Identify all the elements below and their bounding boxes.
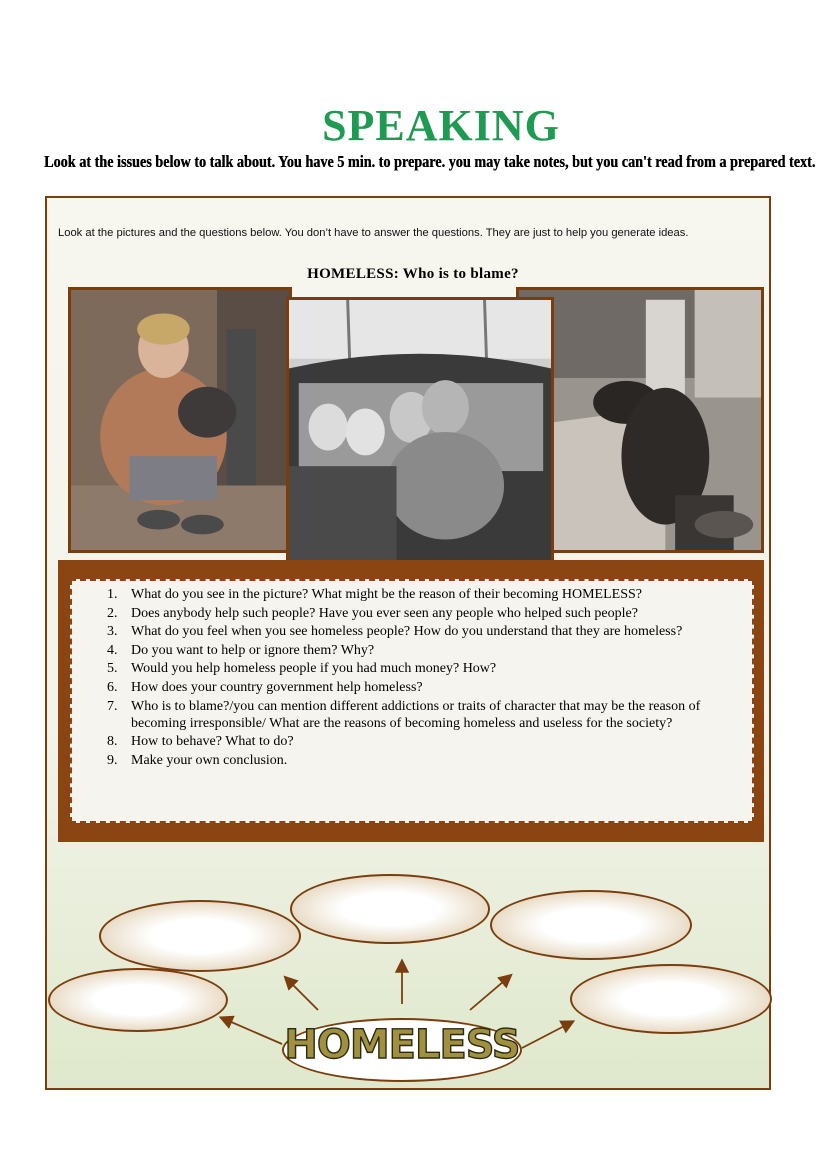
- questions-list: [105, 586, 745, 771]
- question-item: 3. What do you feel when you see homeless people? How do you understand that they are homeless?: [107, 624, 683, 640]
- answer-bubble-right-top[interactable]: [490, 890, 692, 960]
- worksheet-subtitle: HOMELESS: Who is to blame?: [307, 266, 519, 282]
- answer-bubble-center-top[interactable]: [290, 874, 490, 944]
- answer-bubble-right-bottom[interactable]: [570, 964, 772, 1034]
- photo-man-with-dog: [68, 287, 292, 553]
- question-item: 2. Does anybody help such people? Have you ever seen any people who helped such people?: [107, 605, 638, 621]
- question-item: 1. What do you see in the picture? What might be the reason of their becoming HOMELESS?: [107, 587, 642, 602]
- question-item: 5. Would you help homeless people if you had much money? How?: [107, 661, 497, 677]
- center-bubble-label: HOMELESS: [284, 1022, 520, 1068]
- question-item: 8. How to behave? What to do?: [107, 734, 294, 750]
- answer-bubble-left-top[interactable]: [99, 900, 301, 972]
- intro-text: Look at the pictures and the questions below. You don’t have to answer the questions. They are just to help you generate ideas.: [58, 227, 689, 239]
- instructions-text: Look at the issues below to talk about. You have 5 min. to prepare. you may take notes, but you can't read from a prepared text.: [44, 152, 816, 171]
- question-item: 6. How does your country government help homeless?: [107, 679, 423, 695]
- question-item: 4. Do you want to help or ignore them? Why?: [107, 642, 375, 658]
- question-item: 9. Make your own conclusion.: [107, 752, 288, 768]
- page-title: SPEAKING: [322, 101, 560, 150]
- answer-bubble-left-bottom[interactable]: [48, 968, 228, 1032]
- question-item: 7. Who is to blame?/you can mention different addictions or traits of character that may be the reason of becoming irresponsible/ What are the reasons of becoming homeless and useless for the society?: [107, 698, 701, 731]
- photo-family-in-car: [286, 297, 554, 563]
